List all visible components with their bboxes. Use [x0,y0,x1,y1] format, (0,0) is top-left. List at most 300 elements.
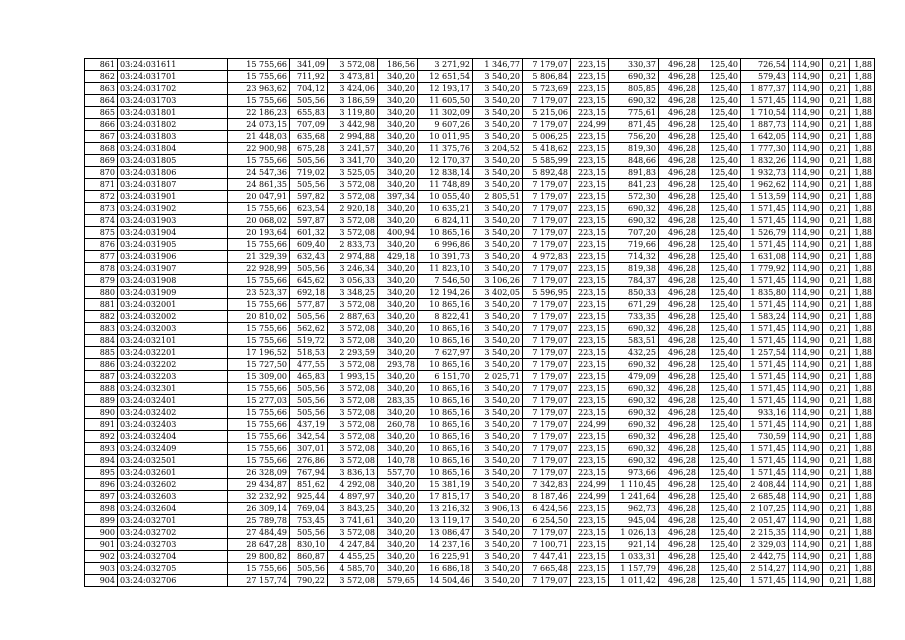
table-cell: 2 293,59 [328,347,378,359]
table-cell: 12 651,54 [418,71,473,83]
table-cell: 125,40 [699,551,741,563]
table-cell: 114,90 [789,275,823,287]
table-cell: 7 179,07 [523,575,571,587]
table-cell: 496,28 [659,179,699,191]
table-cell: 125,40 [699,191,741,203]
table-cell: 03:24:031806 [118,167,228,179]
table-cell: 3 540,20 [473,179,523,191]
table-cell: 0,21 [823,503,850,515]
table-cell: 3 540,20 [473,515,523,527]
table-cell: 03:24:031905 [118,239,228,251]
table-cell: 496,28 [659,131,699,143]
table-cell: 690,32 [609,407,659,419]
table-cell: 03:24:032201 [118,347,228,359]
table-cell: 711,92 [290,71,328,83]
table-cell: 0,21 [823,323,850,335]
table-cell: 293,78 [378,359,418,371]
table-cell: 1 962,62 [741,179,789,191]
table-cell: 340,20 [378,347,418,359]
table-cell: 223,15 [571,203,609,215]
table-cell: 505,56 [290,407,328,419]
table-cell: 601,32 [290,227,328,239]
table-cell: 496,28 [659,95,699,107]
table-cell: 0,21 [823,119,850,131]
table-cell: 0,21 [823,335,850,347]
table-cell: 0,21 [823,563,850,575]
table-cell: 223,15 [571,191,609,203]
table-cell: 114,90 [789,383,823,395]
table-cell: 557,70 [378,467,418,479]
table-cell: 3 540,20 [473,167,523,179]
table-cell: 867 [85,131,118,143]
table-cell: 125,40 [699,119,741,131]
table-cell: 0,21 [823,575,850,587]
table-cell: 7 179,07 [523,239,571,251]
table-cell: 505,56 [290,179,328,191]
table-cell: 340,20 [378,443,418,455]
table-cell: 0,21 [823,95,850,107]
table-cell: 862 [85,71,118,83]
table-cell: 0,21 [823,227,850,239]
table-cell: 125,40 [699,107,741,119]
table-cell: 3 572,08 [328,527,378,539]
table-row [85,251,875,263]
table-cell: 125,40 [699,167,741,179]
table-row [85,551,875,563]
table-cell: 609,40 [290,239,328,251]
table-cell: 125,40 [699,323,741,335]
table-cell: 623,54 [290,203,328,215]
table-cell: 15 755,66 [228,275,290,287]
table-cell: 340,20 [378,431,418,443]
table-cell: 0,21 [823,419,850,431]
table-cell: 10 011,95 [418,131,473,143]
table-cell: 1,88 [850,71,875,83]
table-cell: 1,88 [850,383,875,395]
table-cell: 11 375,76 [418,143,473,155]
table-row [85,155,875,167]
table-cell: 1,88 [850,563,875,575]
table-cell: 0,21 [823,491,850,503]
table-cell: 868 [85,143,118,155]
table-cell: 496,28 [659,491,699,503]
table-cell: 671,29 [609,299,659,311]
table-cell: 114,90 [789,371,823,383]
table-cell: 903 [85,563,118,575]
table-cell: 340,20 [378,155,418,167]
table-cell: 1 571,45 [741,575,789,587]
table-cell: 03:24:031807 [118,179,228,191]
table-cell: 223,15 [571,503,609,515]
table-cell: 125,40 [699,443,741,455]
table-cell: 0,21 [823,179,850,191]
table-cell: 496,28 [659,299,699,311]
table-cell: 32 232,92 [228,491,290,503]
table-cell: 7 100,71 [523,539,571,551]
table-cell: 340,20 [378,371,418,383]
table-cell: 22 928,99 [228,263,290,275]
table-row [85,407,875,419]
table-cell: 3 572,08 [328,407,378,419]
table-cell: 1 932,73 [741,167,789,179]
table-cell: 400,94 [378,227,418,239]
table-cell: 496,28 [659,275,699,287]
table-cell: 10 865,16 [418,407,473,419]
table-cell: 114,90 [789,119,823,131]
table-cell: 15 727,50 [228,359,290,371]
table-cell: 340,20 [378,479,418,491]
table-cell: 1,88 [850,443,875,455]
table-cell: 125,40 [699,239,741,251]
table-cell: 704,12 [290,83,328,95]
table-cell: 1,88 [850,131,875,143]
table-cell: 223,15 [571,335,609,347]
table-cell: 1 571,45 [741,455,789,467]
table-cell: 3 473,81 [328,71,378,83]
table-cell: 830,10 [290,539,328,551]
table-cell: 125,40 [699,71,741,83]
table-cell: 1 993,15 [328,371,378,383]
table-cell: 1 877,37 [741,83,789,95]
table-cell: 0,21 [823,215,850,227]
table-cell: 125,40 [699,515,741,527]
table-cell: 114,90 [789,431,823,443]
table-cell: 7 179,07 [523,227,571,239]
table-cell: 583,51 [609,335,659,347]
table-cell: 1,88 [850,467,875,479]
table-cell: 465,83 [290,371,328,383]
table-cell: 890 [85,407,118,419]
table-cell: 3 540,20 [473,407,523,419]
table-cell: 114,90 [789,491,823,503]
table-cell: 496,28 [659,539,699,551]
table-cell: 03:24:032603 [118,491,228,503]
table-cell: 3 540,20 [473,419,523,431]
table-cell: 125,40 [699,467,741,479]
table-cell: 114,90 [789,227,823,239]
table-cell: 5 006,25 [523,131,571,143]
table-cell: 03:24:031904 [118,227,228,239]
table-cell: 496,28 [659,527,699,539]
table-cell: 3 241,57 [328,143,378,155]
table-cell: 0,21 [823,143,850,155]
table-cell: 730,59 [741,431,789,443]
table-cell: 1 710,54 [741,107,789,119]
table-cell: 0,21 [823,287,850,299]
table-cell: 6 824,11 [418,215,473,227]
table-cell: 114,90 [789,407,823,419]
table-cell: 1 157,79 [609,563,659,575]
table-cell: 340,20 [378,539,418,551]
table-cell: 340,20 [378,107,418,119]
table-cell: 496,28 [659,443,699,455]
table-cell: 3 341,70 [328,155,378,167]
table-cell: 769,04 [290,503,328,515]
table-cell: 03:24:032703 [118,539,228,551]
table-cell: 1 571,45 [741,467,789,479]
table-cell: 224,99 [571,119,609,131]
table-row [85,107,875,119]
table-cell: 03:24:032002 [118,311,228,323]
table-cell: 3 540,20 [473,443,523,455]
table-cell: 125,40 [699,527,741,539]
table-cell: 340,20 [378,131,418,143]
table-cell: 1,88 [850,167,875,179]
table-cell: 635,68 [290,131,328,143]
table-cell: 03:24:032403 [118,419,228,431]
table-cell: 15 309,00 [228,371,290,383]
table-row [85,455,875,467]
table-cell: 1,88 [850,407,875,419]
table-cell: 0,21 [823,347,850,359]
table-cell: 7 179,07 [523,95,571,107]
table-cell: 690,32 [609,419,659,431]
table-row [85,71,875,83]
table-cell: 1 571,45 [741,419,789,431]
table-cell: 0,21 [823,191,850,203]
table-cell: 883 [85,323,118,335]
table-cell: 7 179,07 [523,383,571,395]
table-cell: 477,55 [290,359,328,371]
table-cell: 733,35 [609,311,659,323]
table-cell: 496,28 [659,155,699,167]
table-cell: 342,54 [290,431,328,443]
table-cell: 114,90 [789,347,823,359]
table-row [85,323,875,335]
table-cell: 496,28 [659,479,699,491]
table-cell: 874 [85,215,118,227]
table-cell: 3 572,08 [328,191,378,203]
table-cell: 5 596,95 [523,287,571,299]
table-cell: 9 607,26 [418,119,473,131]
table-row [85,215,875,227]
table-cell: 3 836,13 [328,467,378,479]
table-cell: 690,32 [609,455,659,467]
table-cell: 125,40 [699,383,741,395]
table-cell: 15 755,66 [228,323,290,335]
table-row [85,575,875,587]
table-cell: 114,90 [789,551,823,563]
table-cell: 11 748,89 [418,179,473,191]
table-cell: 340,20 [378,179,418,191]
table-row [85,227,875,239]
table-cell: 22 186,23 [228,107,290,119]
table-row [85,491,875,503]
table-cell: 891 [85,419,118,431]
table-cell: 14 237,16 [418,539,473,551]
table-cell: 0,21 [823,479,850,491]
table-cell: 223,15 [571,71,609,83]
table-cell: 15 755,66 [228,59,290,71]
table-cell: 1,88 [850,203,875,215]
table-cell: 03:24:031701 [118,71,228,83]
table-cell: 223,15 [571,467,609,479]
table-cell: 223,15 [571,275,609,287]
table-cell: 223,15 [571,527,609,539]
table-cell: 3 442,98 [328,119,378,131]
table-cell: 881 [85,299,118,311]
table-cell: 632,43 [290,251,328,263]
table-cell: 519,72 [290,335,328,347]
table-cell: 4 247,84 [328,539,378,551]
table-cell: 3 540,20 [473,119,523,131]
table-cell: 114,90 [789,335,823,347]
table-cell: 505,56 [290,395,328,407]
table-cell: 496,28 [659,59,699,71]
table-cell: 884 [85,335,118,347]
table-body [85,59,875,587]
table-cell: 114,90 [789,95,823,107]
table-cell: 0,21 [823,59,850,71]
table-cell: 12 170,37 [418,155,473,167]
table-cell: 3 572,08 [328,323,378,335]
table-cell: 223,15 [571,431,609,443]
table-cell: 223,15 [571,83,609,95]
table-cell: 10 865,16 [418,395,473,407]
table-cell: 1,88 [850,239,875,251]
table-cell: 12 838,14 [418,167,473,179]
table-cell: 03:24:031907 [118,263,228,275]
table-cell: 3 424,06 [328,83,378,95]
table-cell: 114,90 [789,503,823,515]
table-cell: 3 741,61 [328,515,378,527]
table-cell: 3 572,08 [328,575,378,587]
table-cell: 496,28 [659,311,699,323]
table-row [85,83,875,95]
table-cell: 726,54 [741,59,789,71]
table-cell: 871 [85,179,118,191]
table-cell: 223,15 [571,227,609,239]
table-cell: 562,62 [290,323,328,335]
table-cell: 690,32 [609,383,659,395]
table-cell: 1 513,59 [741,191,789,203]
table-cell: 1,88 [850,515,875,527]
table-cell: 4 585,70 [328,563,378,575]
table-cell: 0,21 [823,359,850,371]
table-cell: 10 865,16 [418,299,473,311]
table-cell: 114,90 [789,563,823,575]
table-cell: 579,65 [378,575,418,587]
table-cell: 690,32 [609,203,659,215]
table-cell: 1,88 [850,59,875,71]
table-cell: 03:24:032402 [118,407,228,419]
table-cell: 223,15 [571,263,609,275]
table-cell: 505,56 [290,95,328,107]
table-cell: 3 906,13 [473,503,523,515]
table-cell: 1 583,24 [741,311,789,323]
table-cell: 7 179,07 [523,527,571,539]
table-cell: 865 [85,107,118,119]
table-cell: 429,18 [378,251,418,263]
table-cell: 790,22 [290,575,328,587]
table-cell: 114,90 [789,263,823,275]
table-cell: 7 179,07 [523,455,571,467]
table-cell: 7 342,83 [523,479,571,491]
table-cell: 125,40 [699,131,741,143]
table-cell: 223,15 [571,167,609,179]
table-cell: 1 571,45 [741,335,789,347]
table-row [85,467,875,479]
table-cell: 8 822,41 [418,311,473,323]
table-cell: 3 540,20 [473,335,523,347]
table-cell: 3 540,20 [473,323,523,335]
table-cell: 3 119,80 [328,107,378,119]
table-cell: 0,21 [823,395,850,407]
table-cell: 7 179,07 [523,431,571,443]
table-cell: 1 571,45 [741,275,789,287]
table-cell: 114,90 [789,323,823,335]
table-cell: 719,02 [290,167,328,179]
table-cell: 21 448,03 [228,131,290,143]
table-cell: 03:24:032101 [118,335,228,347]
table-cell: 901 [85,539,118,551]
table-cell: 114,90 [789,311,823,323]
table-cell: 340,20 [378,143,418,155]
table-cell: 03:24:032702 [118,527,228,539]
table-cell: 125,40 [699,479,741,491]
table-cell: 186,56 [378,59,418,71]
table-cell: 707,09 [290,119,328,131]
table-cell: 340,20 [378,167,418,179]
table-cell: 340,20 [378,203,418,215]
table-cell: 276,86 [290,455,328,467]
table-cell: 340,20 [378,311,418,323]
table-cell: 15 755,66 [228,407,290,419]
table-cell: 114,90 [789,443,823,455]
table-cell: 7 179,07 [523,395,571,407]
table-cell: 125,40 [699,491,741,503]
table-cell: 4 972,83 [523,251,571,263]
table-cell: 2 887,63 [328,311,378,323]
table-cell: 2 329,03 [741,539,789,551]
table-cell: 692,18 [290,287,328,299]
table-cell: 848,66 [609,155,659,167]
table-cell: 572,30 [609,191,659,203]
table-cell: 1,88 [850,95,875,107]
table-cell: 125,40 [699,227,741,239]
table-cell: 577,87 [290,299,328,311]
table-cell: 224,99 [571,491,609,503]
table-cell: 125,40 [699,359,741,371]
table-cell: 340,20 [378,119,418,131]
table-cell: 870 [85,167,118,179]
table-cell: 496,28 [659,467,699,479]
table-cell: 579,43 [741,71,789,83]
table-cell: 03:24:032301 [118,383,228,395]
table-cell: 1,88 [850,575,875,587]
table-cell: 23 963,62 [228,83,290,95]
table-cell: 140,78 [378,455,418,467]
table-row [85,395,875,407]
table-cell: 1 571,45 [741,215,789,227]
table-cell: 114,90 [789,527,823,539]
table-cell: 1,88 [850,251,875,263]
table-cell: 6 254,50 [523,515,571,527]
table-cell: 1 033,31 [609,551,659,563]
table-cell: 1,88 [850,419,875,431]
table-cell: 690,32 [609,95,659,107]
table-cell: 15 755,66 [228,383,290,395]
table-cell: 15 755,66 [228,71,290,83]
table-cell: 891,83 [609,167,659,179]
table-cell: 223,15 [571,287,609,299]
table-cell: 7 179,07 [523,263,571,275]
table-cell: 496,28 [659,419,699,431]
table-cell: 2 514,27 [741,563,789,575]
table-cell: 1 779,92 [741,263,789,275]
table-row [85,191,875,203]
table-cell: 7 179,07 [523,407,571,419]
